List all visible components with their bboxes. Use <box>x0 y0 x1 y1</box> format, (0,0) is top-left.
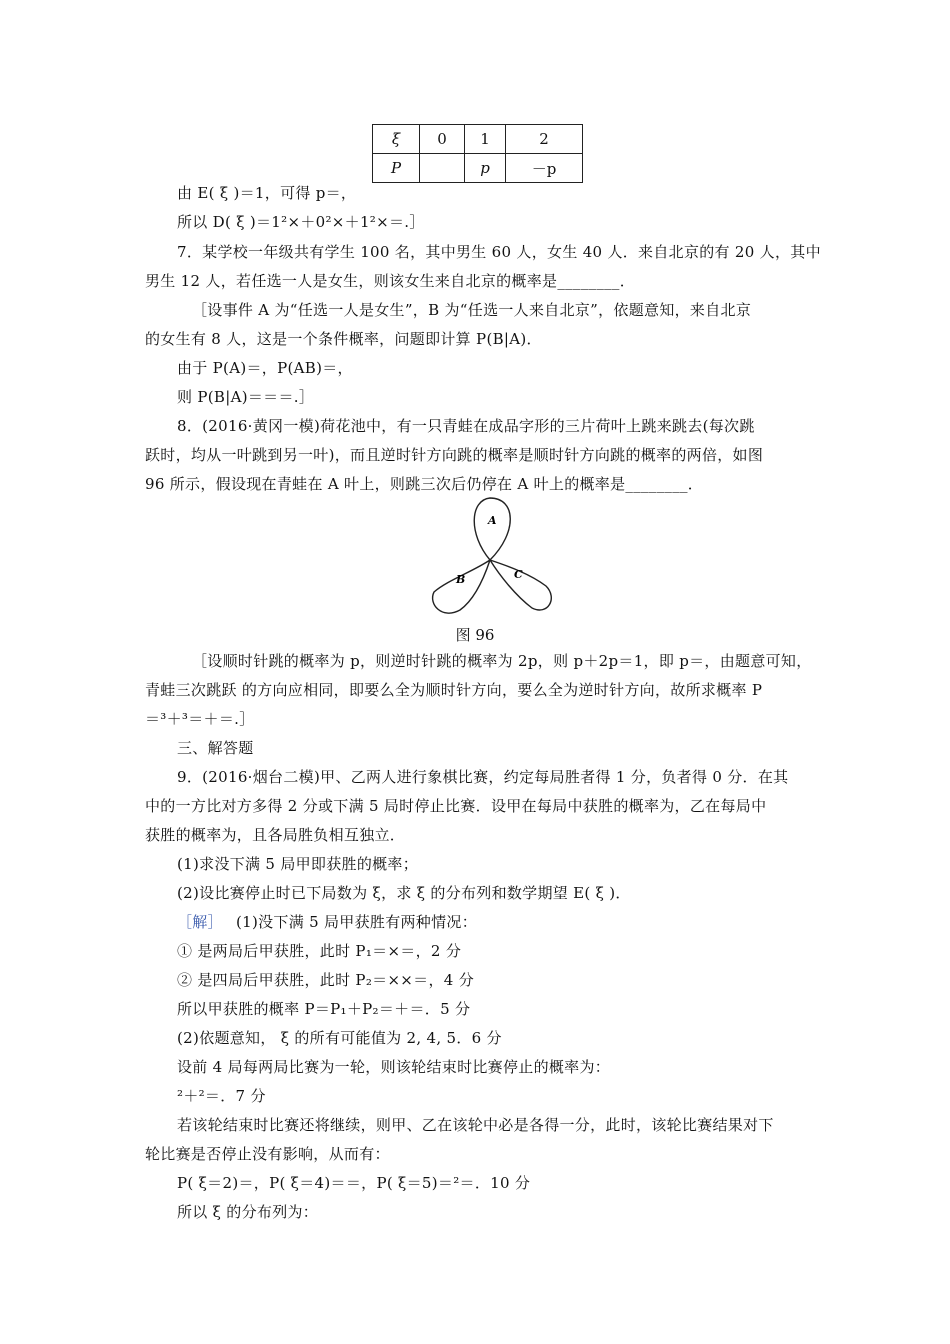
text-line: ① 是两局后甲获胜，此时 P₁＝×＝，2 分 <box>177 942 462 960</box>
distribution-table <box>372 124 583 183</box>
text-line: 所以 D( ξ )＝1²×＋0²×＋1²×＝.］ <box>177 213 425 231</box>
text-line: 9．(2016·烟台二模)甲、乙两人进行象棋比赛，约定每局胜者得 1 分，负者得 0 分．在其 <box>177 768 789 786</box>
text-line: 7．某学校一年级共有学生 100 名，其中男生 60 人，女生 40 人．来自北京的有 20 人，其中 <box>177 243 821 261</box>
table-row <box>373 125 583 154</box>
text-line: 男生 12 人，若任选一人是女生，则该女生来自北京的概率是________． <box>145 272 636 290</box>
solution-text: (1)没下满 5 局甲获胜有两种情况： <box>235 913 478 931</box>
text-line: ²＋²＝．7 分 <box>177 1087 266 1105</box>
text-line: ② 是四局后甲获胜，此时 P₂＝××＝，4 分 <box>177 971 474 989</box>
text-line: ［设事件 A 为“任选一人是女生”，B 为“任选一人来自北京”，依题意知，来自北京 <box>192 301 752 319</box>
text-line: 青蛙三次跳跃 的方向应相同，即要么全为顺时针方向，要么全为逆时针方向，故所求概率 P <box>145 681 763 699</box>
text-line: 的女生有 8 人，这是一个条件概率，问题即计算 P(B|A)． <box>145 330 542 348</box>
text-line: 由 E( ξ )＝1，可得 p＝， <box>177 184 357 202</box>
text-line: P( ξ＝2)＝，P( ξ＝4)＝＝，P( ξ＝5)＝²＝．10 分 <box>177 1174 531 1192</box>
text-line: 轮比赛是否停止没有影响，从而有： <box>145 1145 390 1163</box>
table-cell: 1 <box>465 125 506 154</box>
table-cell: －p <box>506 154 583 183</box>
text-line <box>177 912 477 932</box>
figure-caption: 图 96 <box>455 626 495 644</box>
text-line: 96 所示，假设现在青蛙在 A 叶上，则跳三次后仍停在 A 叶上的概率是________． <box>145 475 704 493</box>
leaf-label-b: B <box>456 573 466 586</box>
text-line: 中的一方比对方多得 2 分或下满 5 局时停止比赛．设甲在每局中获胜的概率为，乙在每局中 <box>145 797 767 815</box>
table-cell: 2 <box>506 125 583 154</box>
table-cell: P <box>373 154 420 183</box>
lotus-leaves-figure <box>420 492 560 624</box>
text-line: 则 P(B|A)＝＝＝.］ <box>177 388 315 406</box>
text-line: 所以甲获胜的概率 P＝P₁＋P₂＝＋＝．5 分 <box>177 1000 471 1018</box>
text-line: 8．(2016·黄冈一模)荷花池中，有一只青蛙在成品字形的三片荷叶上跳来跳去(每次跳 <box>177 417 755 435</box>
section-heading: 三、解答题 <box>177 739 254 757</box>
table-cell: p <box>465 154 506 183</box>
leaf-a <box>474 498 510 560</box>
text-line: (2)依题意知， ξ 的所有可能值为 2, 4, 5．6 分 <box>177 1029 502 1047</box>
text-line: (1)求没下满 5 局甲即获胜的概率； <box>177 855 419 873</box>
text-line: 获胜的概率为，且各局胜负相互独立． <box>145 826 406 844</box>
text-line: 跃时，均从一叶跳到另一叶)，而且逆时针方向跳的概率是顺时针方向跳的概率的两倍，如图 <box>145 446 764 464</box>
text-line: 若该轮结束时比赛还将继续，则甲、乙在该轮中必是各得一分，此时，该轮比赛结果对下 <box>177 1116 774 1134</box>
text-line: (2)设比赛停止时已下局数为 ξ，求 ξ 的分布列和数学期望 E( ξ )． <box>177 884 631 902</box>
leaf-label-c: C <box>514 568 523 581</box>
leaf-b <box>433 560 490 613</box>
table-cell: ξ <box>373 125 420 154</box>
text-line: ＝³＋³＝＋＝.］ <box>145 710 255 728</box>
text-line: 设前 4 局每两局比赛为一轮，则该轮结束时比赛停止的概率为： <box>177 1058 611 1076</box>
text-line: 所以 ξ 的分布列为： <box>177 1203 319 1221</box>
text-line: 由于 P(A)＝，P(AB)＝， <box>177 359 353 377</box>
table-cell: 0 <box>420 125 465 154</box>
text-line: ［设顺时针跳的概率为 p，则逆时针跳的概率为 2p，则 p＋2p＝1，即 p＝，由题意可知， <box>192 652 812 670</box>
table-cell <box>420 154 465 183</box>
solution-tag: ［解］ <box>177 913 223 931</box>
table-row <box>373 154 583 183</box>
leaf-label-a: A <box>488 514 497 527</box>
